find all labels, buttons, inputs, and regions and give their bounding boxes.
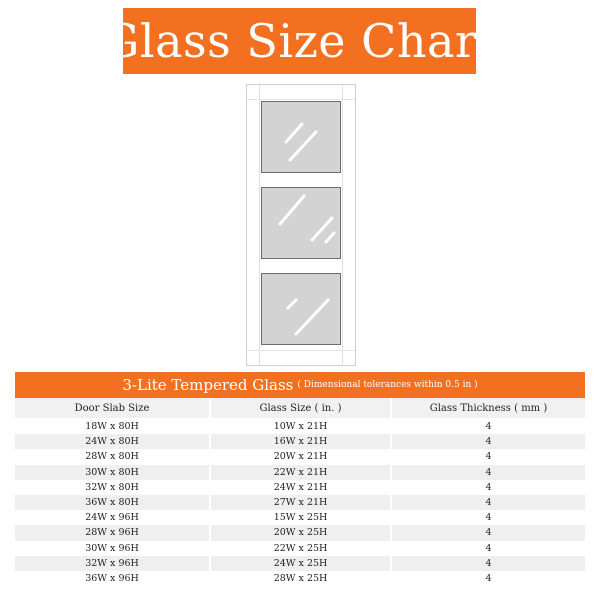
column-header-glass-thickness: Glass Thickness ( mm ) <box>390 398 585 418</box>
glass-pane-bottom <box>261 273 341 345</box>
table-column-headers <box>15 398 585 419</box>
door-slab-size-cell: 36W x 80H <box>85 497 139 509</box>
glass-size-table <box>15 372 585 586</box>
glass-reflection-icon <box>262 274 342 346</box>
glass-thickness-cell: 4 <box>390 419 585 434</box>
glass-size-cell: 16W x 21H <box>209 434 390 449</box>
glass-size-cell: 20W x 21H <box>209 449 390 464</box>
column-header-glass-size: Glass Size ( in. ) <box>209 398 390 418</box>
door-illustration <box>246 84 356 366</box>
door-slab-size-cell: 28W x 80H <box>85 451 139 463</box>
glass-size-cell: 22W x 25H <box>209 541 390 556</box>
door-slab-size-cell: 32W x 96H <box>85 557 139 569</box>
title-banner <box>102 8 497 74</box>
door-slab-size-cell: 28W x 96H <box>85 527 139 539</box>
table-tolerance-note: ( Dimensional tolerances within 0.5 in ) <box>297 380 478 390</box>
door-slab-size-cell: 36W x 96H <box>85 572 139 584</box>
glass-size-cell: 10W x 21H <box>209 419 390 434</box>
glass-thickness-cell: 4 <box>390 510 585 525</box>
glass-thickness-cell: 4 <box>390 495 585 510</box>
table-row <box>15 571 585 586</box>
glass-thickness-cell: 4 <box>390 434 585 449</box>
glass-size-cell: 20W x 25H <box>209 525 390 540</box>
glass-size-cell: 22W x 21H <box>209 465 390 480</box>
table-row <box>15 495 585 510</box>
glass-pane-middle <box>261 187 341 259</box>
glass-thickness-cell: 4 <box>390 480 585 495</box>
table-title: 3-Lite Tempered Glass <box>122 376 294 394</box>
glass-reflection-icon <box>262 102 342 174</box>
glass-pane-top <box>261 101 341 173</box>
table-row <box>15 449 585 464</box>
table-row <box>15 525 585 540</box>
table-row <box>15 510 585 525</box>
door-slab-size-cell: 30W x 80H <box>85 466 139 478</box>
door-stile-right <box>342 85 343 365</box>
glass-thickness-cell: 4 <box>390 556 585 571</box>
glass-size-cell: 28W x 25H <box>209 571 390 586</box>
door-rail-top <box>247 99 355 100</box>
glass-thickness-cell: 4 <box>390 541 585 556</box>
table-row <box>15 541 585 556</box>
glass-size-cell: 27W x 21H <box>209 495 390 510</box>
table-title-bar <box>15 372 585 398</box>
column-header-door-slab-size: Door Slab Size <box>74 402 150 414</box>
glass-thickness-cell: 4 <box>390 465 585 480</box>
table-row <box>15 465 585 480</box>
glass-size-cell: 15W x 25H <box>209 510 390 525</box>
glass-size-cell: 24W x 21H <box>209 480 390 495</box>
table-row <box>15 434 585 449</box>
door-slab-size-cell: 24W x 96H <box>85 512 139 524</box>
glass-reflection-icon <box>262 188 342 260</box>
table-row <box>15 419 585 434</box>
page-title: Glass Size Chart <box>102 14 497 68</box>
door-slab-size-cell: 30W x 96H <box>85 542 139 554</box>
table-row <box>15 556 585 571</box>
door-stile-left <box>259 85 260 365</box>
glass-thickness-cell: 4 <box>390 449 585 464</box>
glass-thickness-cell: 4 <box>390 571 585 586</box>
glass-size-cell: 24W x 25H <box>209 556 390 571</box>
door-slab-size-cell: 18W x 80H <box>85 421 139 433</box>
door-rail-bottom <box>247 350 355 351</box>
table-row <box>15 480 585 495</box>
glass-thickness-cell: 4 <box>390 525 585 540</box>
door-slab-size-cell: 32W x 80H <box>85 481 139 493</box>
door-slab-size-cell: 24W x 80H <box>85 436 139 448</box>
